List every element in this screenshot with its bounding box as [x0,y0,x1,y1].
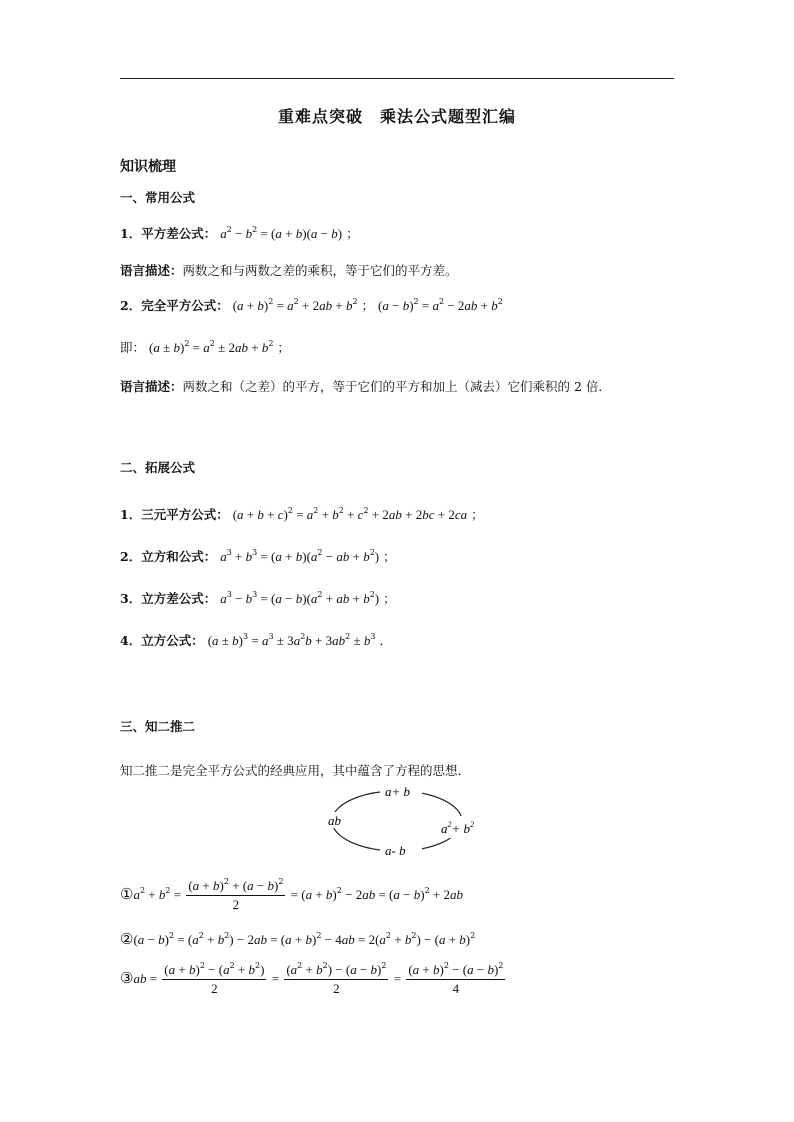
derivation-2: ②(a − $b)^2 = (a^2 + b^2) - 2ab = (a + b)^2 - 4ab = 2(a^2 + b^2) - (a + b)^2$ [120,931,476,948]
formula-label: 1．平方差公式： [120,226,217,241]
diagram-label-bottom: a- b [385,843,406,858]
section2-heading: 二、拓展公式 [120,460,196,475]
section1-heading: 一、常用公式 [120,190,196,205]
section3-intro: 知二推二是完全平方公式的经典应用，其中蕴含了方程的思想． [120,763,471,778]
difference-of-squares-formula: 1．平方差公式： $a^2 - b^2 = (a + b)(a - b)$ ； [120,225,359,241]
language-description-1: 语言描述：两数之和与两数之差的乘积，等于它们的平方差。 [120,263,458,278]
header-rule [120,78,674,79]
section-knowledge-heading: 知识梳理 [120,159,176,175]
formula-label: 2．完全平方公式： [120,298,229,313]
sum-of-cubes-formula: 2．立方和公式： $a^3 + b^3 = (a + b)(a^2$ − ab + $b^2$) ； [120,548,396,564]
diagram-label-top: a+ b [385,784,411,799]
difference-of-cubes-formula: 3．立方差公式： $a^3 - b^3 = (a - b)(a^2$ + ab + $b^2$) ； [120,590,396,606]
diagram-label-right: $a^2+ b^2$ [441,820,475,836]
cube-formula: 4．立方公式： $(a \pm b)^3 = a^3 \pm 3a^2b + 3ab^2 \pm b^3$ ． [120,632,392,648]
know-two-derive-two-diagram [325,782,495,860]
trinomial-square-formula: 1．三元平方公式： $(a + b + c)^2 = a^2 + b^2 + c^2 + 2ab + 2bc + 2ca$ ； [120,506,484,522]
perfect-square-combined: 即： $(a \pm b)^2 = a^2 \pm 2ab + b^2$ ； [120,339,290,355]
derivation-3: ③ab = $\frac{(a + b)^2 - (a^2 + b^2)}{2}$ = $\frac{(a^2 + b^2) - (a - b)^2}{2}$ = $\frac{(a + b)^2 - (a - b)^2}{4}$ [120,961,504,996]
page-title: 重难点突破 乘法公式题型汇编 [277,107,516,126]
diagram-label-left: ab [328,813,341,828]
section3-heading: 三、知二推二 [120,719,196,734]
derivation-1: $①a^2 + b^2$ = $\frac{(a + b)^2 + (a - b)^2}{2}$ = $(a + b)^2 - 2ab = (a - b)^2 + 2ab$ [120,877,463,912]
perfect-square-formula: 2．完全平方公式： $(a + b)^2 = a^2 + 2ab + b^2$ ； $(a - b)^2 = a^2 - 2ab + b^2$ [120,297,503,313]
language-description-2: 语言描述：两数之和（之差）的平方，等于它们的平方和加上（减去）它们乘积的 2 倍． [120,379,611,394]
